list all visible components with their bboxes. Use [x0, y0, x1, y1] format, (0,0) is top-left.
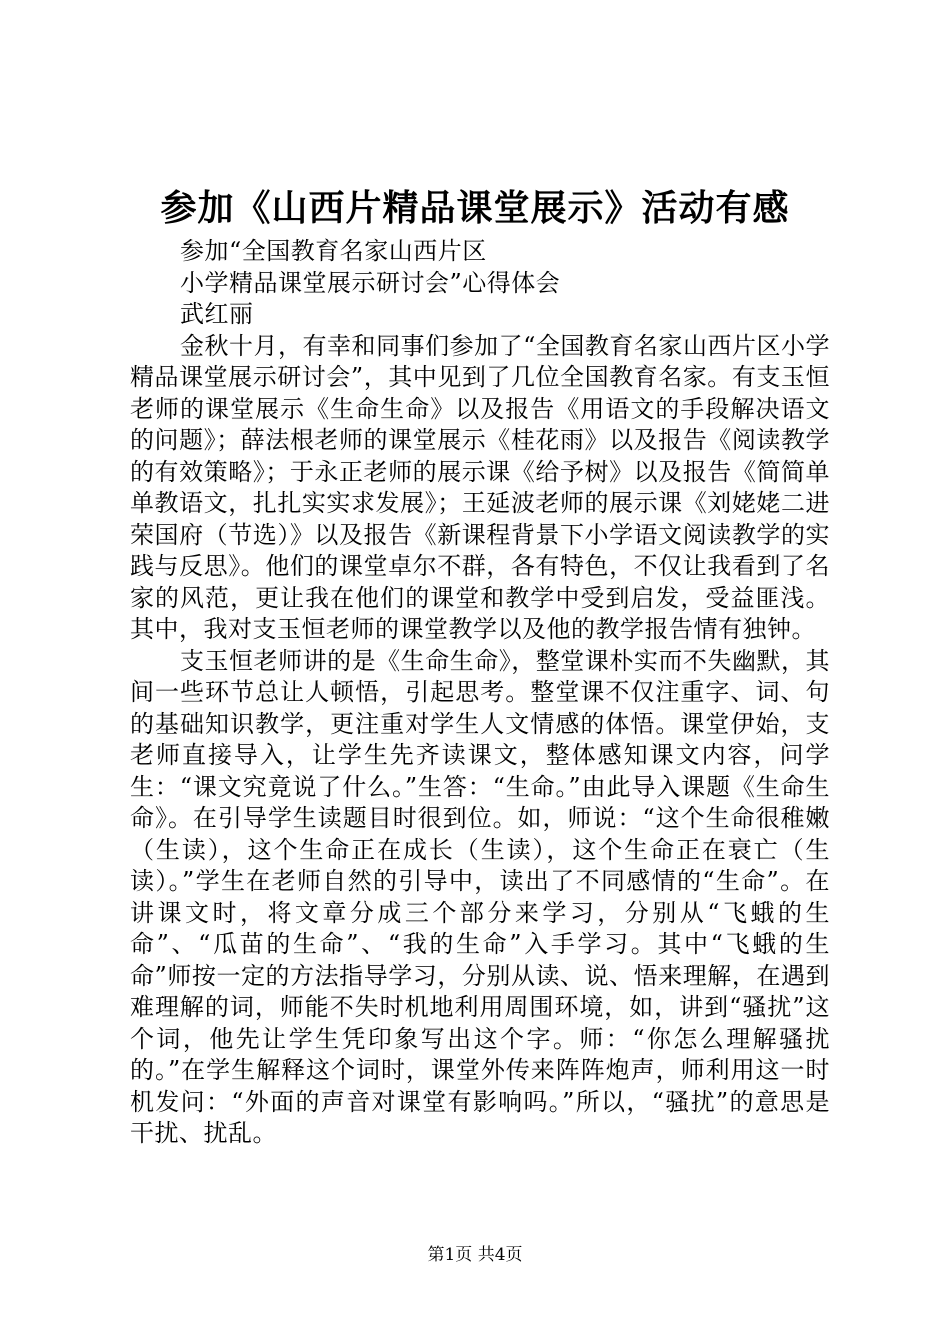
- paragraph-2: 支玉恒老师讲的是《生命生命》，整堂课朴实而不失幽默，其间一些环节总让人顿悟，引起思考。整堂课不仅注重字、词、句的基础知识教学，更注重对学生人文情感的体悟。课堂伊始，支老师直接导入，让学生先齐读课文，整体感知课文内容，问学生：“课文究竟说了什么。”生答：“生命。”由此导入课题《生命生命》。在引导学生读题目时很到位。如，师说：“这个生命很稚嫩（生读），这个生命正在成长（生读），这个生命正在衰亡（生读）。”学生在老师自然的引导中，读出了不同感情的“生命”。在讲课文时，将文章分成三个部分来学习，分别从“飞蛾的生命”、“瓜苗的生命”、“我的生命”入手学习。其中“飞蛾的生命”师按一定的方法指导学习，分别从读、说、悟来理解，在遇到难理解的词，师能不失时机地利用周围环境，如，讲到“骚扰”这个词，他先让学生凭印象写出这个字。师：“你怎么理解骚扰的。”在学生解释这个词时，课堂外传来阵阵炮声，师利用这一时机发问：“外面的声音对课堂有影响吗。”所以，“骚扰”的意思是干扰、扰乱。: [130, 646, 830, 1147]
- subtitle-line-1: 参加“全国教育名家山西片区: [180, 237, 487, 265]
- document-title: 参加《山西片精品课堂展示》活动有感: [160, 187, 790, 229]
- paragraph-1: 金秋十月，有幸和同事们参加了“全国教育名家山西片区小学精品课堂展示研讨会”，其中见到了几位全国教育名家。有支玉恒老师的课堂展示《生命生命》以及报告《用语文的手段解决语文的问题》；薛法根老师的课堂展示《桂花雨》以及报告《阅读教学的有效策略》；于永正老师的展示课《给予树》以及报告《简简单单教语文，扎扎实实求发展》；王延波老师的展示课《刘姥姥二进荣国府（节选）》以及报告《新课程背景下小学语文阅读教学的实践与反思》。他们的课堂卓尔不群，各有特色，不仅让我看到了名家的风范，更让我在他们的课堂和教学中受到启发，受益匪浅。其中，我对支玉恒老师的课堂教学以及他的教学报告情有独钟。: [130, 331, 830, 643]
- author-name: 武红丽: [180, 300, 254, 328]
- document-body: [130, 236, 830, 1150]
- page-footer: 第1页 共4页: [427, 1245, 523, 1265]
- subtitle-line-2: 小学精品课堂展示研讨会”心得体会: [180, 268, 561, 297]
